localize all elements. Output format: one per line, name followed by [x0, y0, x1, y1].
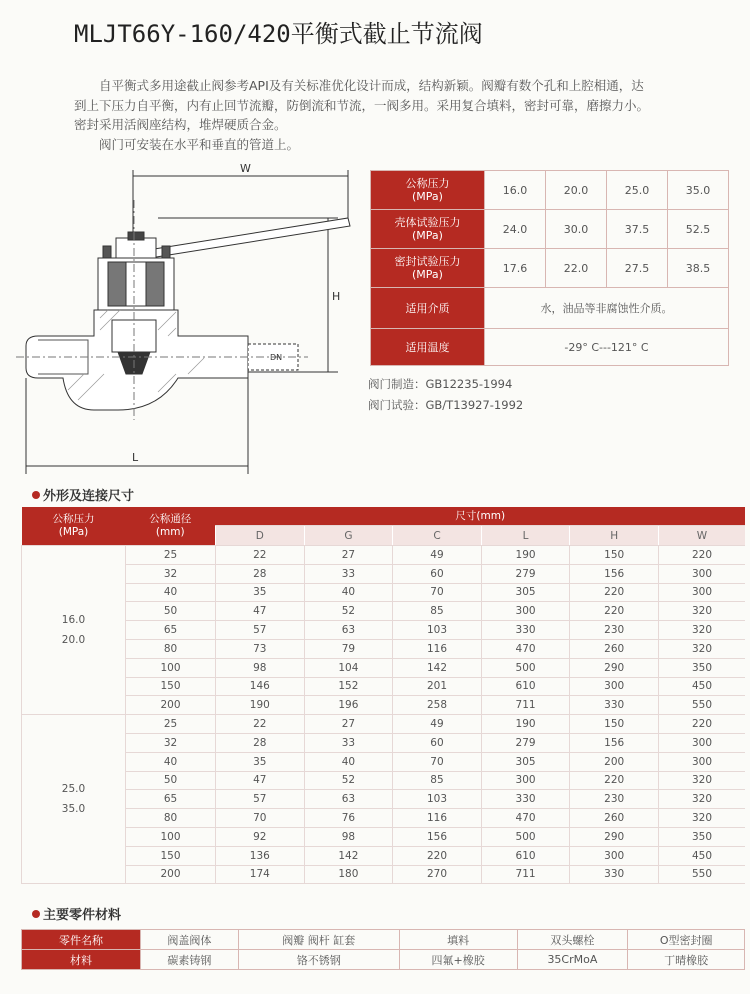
spec-cell: 52.5 [668, 210, 729, 249]
dim-cell: 70 [216, 809, 305, 828]
dim-cell: 28 [216, 733, 305, 752]
dim-cell: 190 [216, 696, 305, 715]
parts-cell: O型密封圈 [628, 930, 745, 950]
spec-cell: 16.0 [485, 171, 546, 210]
parts-cell: 铬不锈钢 [238, 950, 399, 970]
dim-cell: 116 [393, 809, 482, 828]
bullet-icon [32, 491, 40, 499]
parts-section-heading: 主要零件材料 [32, 904, 121, 923]
dim-cell: 190 [481, 546, 570, 565]
dim-cell: 320 [658, 639, 745, 658]
dn-cell: 80 [126, 639, 216, 658]
parts-cell: 四氟+橡胶 [399, 950, 517, 970]
dim-cell: 40 [304, 583, 393, 602]
page-title: MLJT66Y-160/420平衡式截止节流阀 [74, 20, 483, 48]
dim-cell: 142 [304, 846, 393, 865]
dim-cell: 220 [570, 583, 659, 602]
dims-header-dn: 公称通径 (mm) [126, 507, 216, 546]
spec-medium-value: 水，油品等非腐蚀性介质。 [485, 288, 729, 329]
spec-label: 密封试验压力 (MPa) [371, 249, 485, 288]
spec-table [370, 170, 729, 366]
dn-cell: 65 [126, 621, 216, 640]
spec-row [371, 171, 729, 210]
spec-label: 适用介质 [371, 288, 485, 329]
table-row [22, 865, 746, 884]
table-row [22, 677, 746, 696]
parts-cell: 35CrMoA [517, 950, 628, 970]
dim-cell: 142 [393, 658, 482, 677]
pressure-group-cell: 16.0 20.0 [22, 546, 126, 715]
bullet-icon [32, 910, 40, 918]
dim-cell: 63 [304, 790, 393, 809]
dim-cell: 330 [570, 865, 659, 884]
dim-cell: 156 [393, 827, 482, 846]
dim-cell: 85 [393, 771, 482, 790]
spec-label: 适用温度 [371, 329, 485, 366]
h-label: H [332, 290, 341, 303]
spec-label: 公称压力 (MPa) [371, 171, 485, 210]
dim-cell: 500 [481, 827, 570, 846]
dim-cell: 220 [570, 771, 659, 790]
dim-cell: 150 [570, 715, 659, 734]
dim-cell: 290 [570, 658, 659, 677]
dim-cell: 49 [393, 715, 482, 734]
dim-cell: 470 [481, 809, 570, 828]
parts-cell: 碳素铸钢 [141, 950, 239, 970]
dn-cell: 150 [126, 677, 216, 696]
spec-cell: 27.5 [607, 249, 668, 288]
dim-cell: 70 [393, 583, 482, 602]
parts-header-material: 材料 [22, 950, 141, 970]
table-row [22, 602, 746, 621]
dim-cell: 450 [658, 677, 745, 696]
dims-col-header: H [570, 526, 659, 546]
dim-cell: 258 [393, 696, 482, 715]
dim-cell: 92 [216, 827, 305, 846]
dim-cell: 300 [570, 846, 659, 865]
spec-cell: 38.5 [668, 249, 729, 288]
dim-cell: 156 [570, 564, 659, 583]
dim-cell: 270 [393, 865, 482, 884]
dim-cell: 52 [304, 602, 393, 621]
dn-cell: 25 [126, 546, 216, 565]
spec-cell: 24.0 [485, 210, 546, 249]
intro-text [74, 76, 694, 154]
dn-cell: 25 [126, 715, 216, 734]
dim-cell: 300 [658, 564, 745, 583]
dim-cell: 300 [481, 771, 570, 790]
dims-section-heading: 外形及连接尺寸 [32, 485, 134, 504]
dim-cell: 320 [658, 602, 745, 621]
parts-table [21, 929, 745, 970]
handle [148, 218, 350, 258]
dim-cell: 220 [658, 546, 745, 565]
spec-cell: 17.6 [485, 249, 546, 288]
dim-cell: 76 [304, 809, 393, 828]
table-row [22, 639, 746, 658]
dim-cell: 320 [658, 809, 745, 828]
parts-cell: 双头螺栓 [517, 930, 628, 950]
intro-line-3: 密封采用活阀座结构，堆焊硬质合金。 [74, 117, 287, 132]
dim-cell: 40 [304, 752, 393, 771]
dim-cell: 320 [658, 621, 745, 640]
dim-cell: 230 [570, 790, 659, 809]
dim-cell: 60 [393, 733, 482, 752]
dim-cell: 33 [304, 564, 393, 583]
dim-cell: 320 [658, 771, 745, 790]
table-row [22, 846, 746, 865]
dim-cell: 60 [393, 564, 482, 583]
table-row [22, 696, 746, 715]
dn-cell: 40 [126, 583, 216, 602]
spec-row [371, 210, 729, 249]
dim-cell: 260 [570, 639, 659, 658]
standard-test: 阀门试验：GB/T13927-1992 [368, 398, 524, 412]
dim-cell: 57 [216, 790, 305, 809]
dims-col-header: L [481, 526, 570, 546]
pressure-group-cell: 25.0 35.0 [22, 715, 126, 884]
table-row [22, 771, 746, 790]
dim-cell: 27 [304, 715, 393, 734]
dn-cell: 200 [126, 865, 216, 884]
table-row [22, 621, 746, 640]
dim-cell: 116 [393, 639, 482, 658]
dim-cell: 98 [304, 827, 393, 846]
spec-row [371, 288, 729, 329]
dim-cell: 220 [570, 602, 659, 621]
spec-temp-value: -29° C---121° C [485, 329, 729, 366]
dim-cell: 300 [481, 602, 570, 621]
dim-cell: 260 [570, 809, 659, 828]
intro-line-1: 自平衡式多用途截止阀参考API及有关标准优化设计而成，结构新颖。阀瓣有数个孔和上腔相通，达 [99, 78, 644, 93]
spec-label: 壳体试验压力 (MPa) [371, 210, 485, 249]
dn-cell: 80 [126, 809, 216, 828]
dn-cell: 50 [126, 771, 216, 790]
w-label: W [240, 162, 251, 175]
dim-cell: 136 [216, 846, 305, 865]
dim-cell: 300 [658, 733, 745, 752]
dim-cell: 610 [481, 677, 570, 696]
dn-cell: 32 [126, 564, 216, 583]
dim-cell: 79 [304, 639, 393, 658]
dim-cell: 300 [570, 677, 659, 696]
dim-cell: 290 [570, 827, 659, 846]
intro-line-4: 阀门可安装在水平和垂直的管道上。 [99, 136, 300, 152]
dim-cell: 103 [393, 621, 482, 640]
dim-cell: 711 [481, 696, 570, 715]
dims-col-header: C [393, 526, 482, 546]
parts-row-names [22, 930, 745, 950]
parts-cell: 填料 [399, 930, 517, 950]
dim-cell: 103 [393, 790, 482, 809]
standard-manufacture: 阀门制造：GB12235-1994 [368, 377, 513, 391]
spec-cell: 35.0 [668, 171, 729, 210]
parts-cell: 阀瓣 阀杆 缸套 [238, 930, 399, 950]
dim-cell: 470 [481, 639, 570, 658]
dim-cell: 73 [216, 639, 305, 658]
table-row [22, 583, 746, 602]
dims-col-header: W [658, 526, 745, 546]
dim-cell: 190 [481, 715, 570, 734]
table-row [22, 809, 746, 828]
spec-cell: 25.0 [607, 171, 668, 210]
parts-cell: 阀盖阀体 [141, 930, 239, 950]
dims-col-header: G [304, 526, 393, 546]
dim-cell: 220 [658, 715, 745, 734]
dim-cell: 47 [216, 771, 305, 790]
spec-cell: 37.5 [607, 210, 668, 249]
dim-cell: 150 [570, 546, 659, 565]
dim-cell: 98 [216, 658, 305, 677]
dim-cell: 201 [393, 677, 482, 696]
dim-cell: 33 [304, 733, 393, 752]
dn-cell: 40 [126, 752, 216, 771]
table-row [22, 658, 746, 677]
dims-header-pressure: 公称压力 (MPa) [22, 507, 126, 546]
table-row [22, 752, 746, 771]
dn-cell: 100 [126, 658, 216, 677]
dim-cell: 63 [304, 621, 393, 640]
spec-cell: 30.0 [546, 210, 607, 249]
spec-row [371, 249, 729, 288]
dim-cell: 305 [481, 752, 570, 771]
dim-cell: 450 [658, 846, 745, 865]
dn-cell: 32 [126, 733, 216, 752]
table-row [22, 827, 746, 846]
spec-row [371, 329, 729, 366]
dn-cell: 50 [126, 602, 216, 621]
dim-cell: 350 [658, 827, 745, 846]
dim-cell: 330 [481, 621, 570, 640]
dim-cell: 47 [216, 602, 305, 621]
dim-cell: 200 [570, 752, 659, 771]
dim-cell: 52 [304, 771, 393, 790]
dn-cell: 100 [126, 827, 216, 846]
dim-cell: 279 [481, 564, 570, 583]
dim-cell: 27 [304, 546, 393, 565]
dims-col-header: D [216, 526, 305, 546]
parts-cell: 丁晴橡胶 [628, 950, 745, 970]
dn-cell: 200 [126, 696, 216, 715]
table-row [22, 564, 746, 583]
dim-cell: 300 [658, 752, 745, 771]
table-row [22, 790, 746, 809]
parts-header-name: 零件名称 [22, 930, 141, 950]
dim-cell: 28 [216, 564, 305, 583]
dims-table [21, 507, 745, 884]
dim-cell: 300 [658, 583, 745, 602]
parts-row-materials [22, 950, 745, 970]
dim-cell: 104 [304, 658, 393, 677]
dim-cell: 350 [658, 658, 745, 677]
dim-cell: 156 [570, 733, 659, 752]
dim-cell: 152 [304, 677, 393, 696]
dim-cell: 550 [658, 865, 745, 884]
dn-cell: 65 [126, 790, 216, 809]
dim-cell: 279 [481, 733, 570, 752]
valve-drawing [8, 160, 364, 485]
dim-cell: 550 [658, 696, 745, 715]
dim-cell: 320 [658, 790, 745, 809]
spec-cell: 20.0 [546, 171, 607, 210]
dim-cell: 22 [216, 546, 305, 565]
dim-cell: 35 [216, 583, 305, 602]
table-row [22, 733, 746, 752]
dim-cell: 180 [304, 865, 393, 884]
spec-cell: 22.0 [546, 249, 607, 288]
dim-cell: 711 [481, 865, 570, 884]
dim-cell: 500 [481, 658, 570, 677]
dim-cell: 220 [393, 846, 482, 865]
dims-header-size: 尺寸(mm) [216, 507, 746, 526]
dim-cell: 35 [216, 752, 305, 771]
dim-cell: 230 [570, 621, 659, 640]
l-label: L [132, 451, 139, 464]
dim-cell: 610 [481, 846, 570, 865]
dn-label: DN [270, 353, 283, 362]
dim-cell: 70 [393, 752, 482, 771]
dim-cell: 22 [216, 715, 305, 734]
dim-cell: 305 [481, 583, 570, 602]
table-row [22, 715, 746, 734]
dim-cell: 330 [481, 790, 570, 809]
dim-cell: 196 [304, 696, 393, 715]
intro-line-2: 到上下压力自平衡，内有止回节流瓣，防倒流和节流，一阀多用。采用复合填料，密封可靠，磨擦力小。 [74, 97, 650, 113]
dim-cell: 330 [570, 696, 659, 715]
dim-cell: 146 [216, 677, 305, 696]
dim-cell: 85 [393, 602, 482, 621]
dim-cell: 174 [216, 865, 305, 884]
dn-cell: 150 [126, 846, 216, 865]
dim-cell: 49 [393, 546, 482, 565]
dim-cell: 57 [216, 621, 305, 640]
table-row [22, 546, 746, 565]
